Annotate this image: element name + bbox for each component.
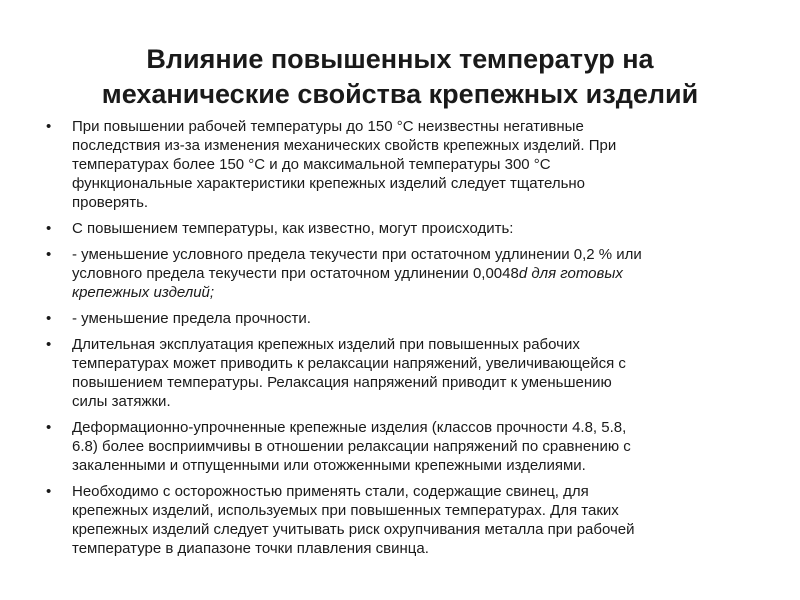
bullet-text-line: С повышением температуры, как известно, могут происходить: [72, 220, 514, 237]
bullet-text-line: силы затяжки. [72, 393, 171, 410]
bullet-text-line [72, 283, 740, 302]
bullet-marker: • [46, 419, 52, 436]
bullet-item [40, 335, 740, 411]
bullet-marker: • [46, 118, 52, 135]
bullet-text-line: функциональные характеристики крепежных изделий следует тщательно [72, 175, 586, 192]
bullet-text-line: последствия из-за изменения механических свойств крепежных изделий. При [72, 137, 617, 154]
slide-title-line: Влияние повышенных температур на [146, 44, 654, 74]
bullet-item [40, 219, 740, 238]
bullet-item [40, 482, 740, 558]
bullet-marker: • [46, 246, 52, 263]
bullet-text-normal: условного предела текучести при остаточном удлинении 0,0048 [72, 265, 519, 282]
bullet-marker: • [46, 310, 52, 327]
bullet-text-line: крепежных изделий следует учитывать риск охрупчивания металла при рабочей [72, 521, 635, 538]
bullet-item [40, 117, 740, 212]
bullet-text-line: температуре в диапазоне точки плавления свинца. [72, 540, 429, 557]
bullet-list [40, 117, 740, 565]
bullet-text-italic: крепежных изделий; [72, 284, 215, 301]
bullet-text-line [72, 245, 740, 264]
bullet-marker: • [46, 336, 52, 353]
bullet-text-line: При повышении рабочей температуры до 150 °С неизвестны негативные [72, 118, 584, 135]
slide-title [40, 42, 760, 112]
bullet-text-line: Деформационно-упрочненные крепежные изделия (классов прочности 4.8, 5.8, [72, 419, 627, 436]
bullet-text-line [72, 264, 740, 283]
bullet-text-line: проверять. [72, 194, 149, 211]
bullet-text-normal: - уменьшение условного предела текучести при остаточном удлинении 0,2 % или [72, 246, 642, 263]
bullet-text-line: Длительная эксплуатация крепежных изделий при повышенных рабочих [72, 336, 580, 353]
bullet-marker: • [46, 483, 52, 500]
bullet-text-italic: d для готовых [518, 265, 623, 282]
bullet-text-line: температурах более 150 °С и до максимальной температуры 300 °С [72, 156, 551, 173]
bullet-marker: • [46, 220, 52, 237]
bullet-text-line: температурах может приводить к релаксации напряжений, увеличивающейся с [72, 355, 626, 372]
bullet-text-line: закаленными и отпущенными или отожженными крепежными изделиями. [72, 457, 586, 474]
bullet-text-line: 6.8) более восприимчивы в отношении релаксации напряжений по сравнению с [72, 438, 631, 455]
bullet-text-line: Необходимо с осторожностью применять стали, содержащие свинец, для [72, 483, 589, 500]
bullet-text-line: повышением температуры. Релаксация напряжений приводит к уменьшению [72, 374, 612, 391]
bullet-item [40, 309, 740, 328]
bullet-item [40, 245, 740, 302]
bullet-text-line: крепежных изделий, используемых при повышенных температурах. Для таких [72, 502, 619, 519]
bullet-item [40, 418, 740, 475]
slide-title-line: механические свойства крепежных изделий [101, 79, 699, 109]
bullet-text-line: - уменьшение предела прочности. [72, 310, 311, 327]
